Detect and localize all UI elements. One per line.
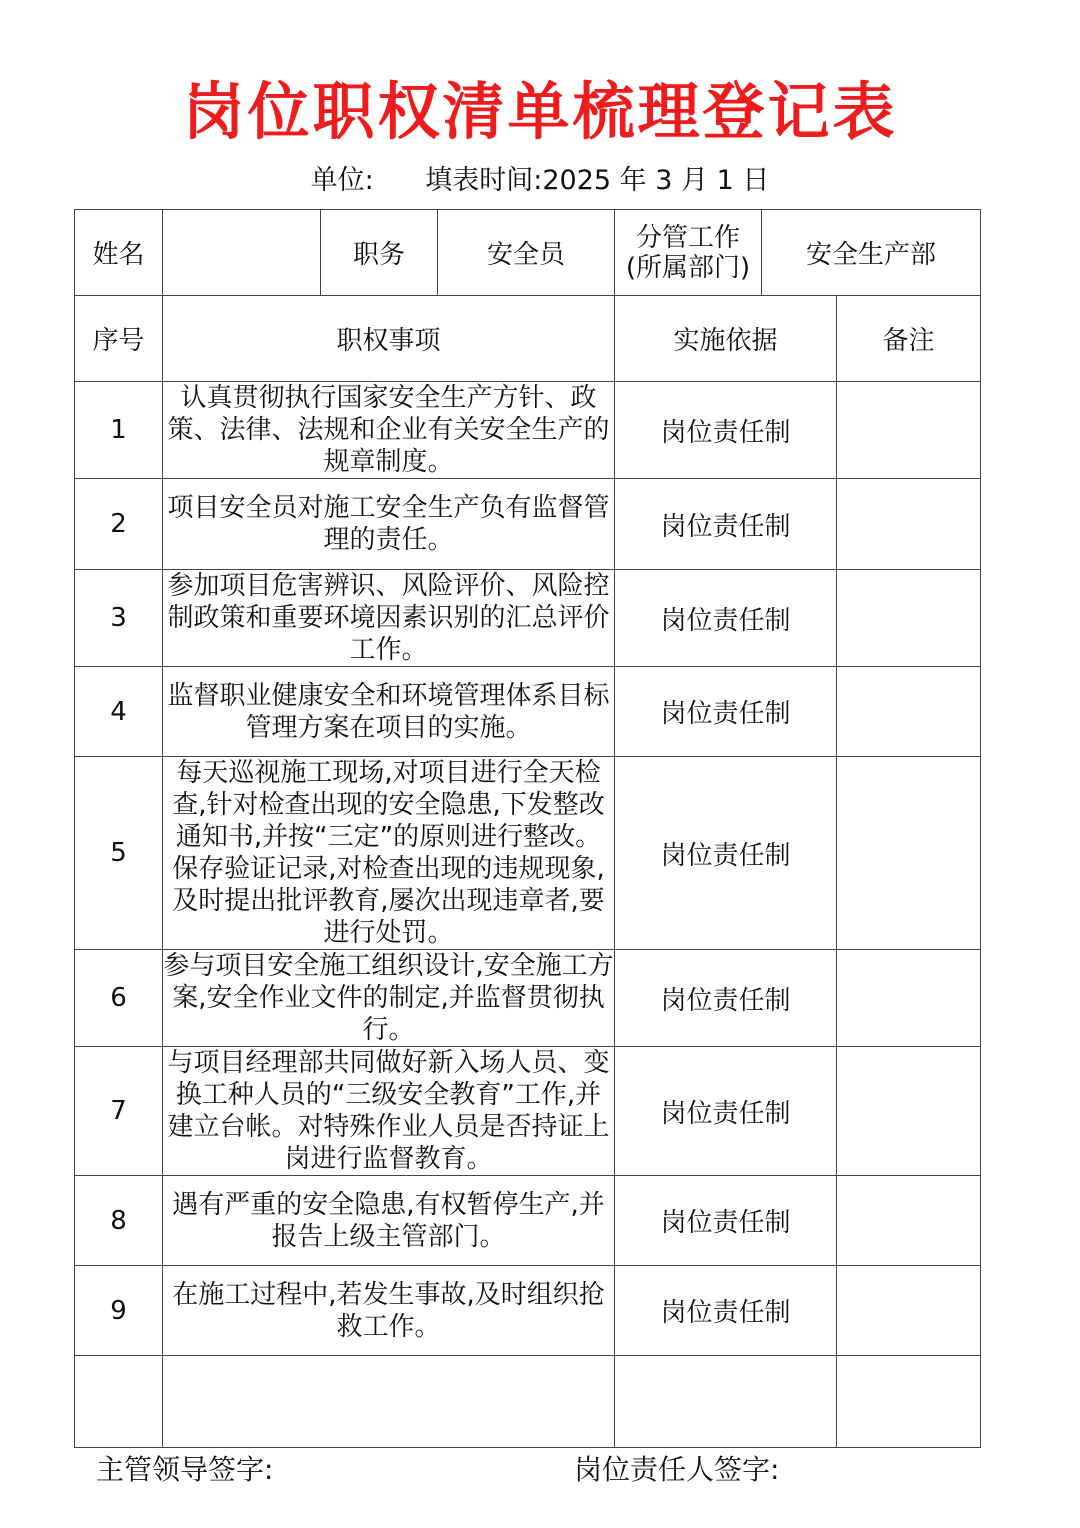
supervisor-signature-label: 主管领导签字: bbox=[96, 1453, 274, 1486]
position-value: 安全员 bbox=[438, 210, 615, 296]
row-basis: 岗位责任制 bbox=[615, 1266, 837, 1356]
col-basis: 实施依据 bbox=[615, 296, 837, 382]
dept-label-line1: 分管工作 bbox=[635, 222, 740, 253]
row-seq: 1 bbox=[75, 382, 163, 479]
table-row-empty bbox=[75, 1356, 981, 1448]
row-basis: 岗位责任制 bbox=[615, 1047, 837, 1176]
row-seq: 5 bbox=[75, 757, 163, 950]
responsible-signature-label: 岗位责任人签字: bbox=[574, 1453, 780, 1486]
registration-table bbox=[74, 209, 981, 1448]
row-item: 参与项目安全施工组织设计,安全施工方案,安全作业文件的制定,并监督贯彻执行。 bbox=[163, 951, 614, 1045]
unit-label: 单位: bbox=[310, 165, 374, 196]
form-title: 岗位职权清单梳理登记表 bbox=[182, 75, 898, 148]
table-row bbox=[75, 950, 981, 1047]
name-label: 姓名 bbox=[75, 210, 163, 296]
row-remark bbox=[837, 950, 981, 1047]
row-seq: 7 bbox=[75, 1047, 163, 1176]
row-basis: 岗位责任制 bbox=[615, 1176, 837, 1266]
row-basis bbox=[615, 1356, 837, 1448]
col-item: 职权事项 bbox=[163, 296, 615, 382]
column-header-row bbox=[75, 296, 981, 382]
table-row bbox=[75, 1047, 981, 1176]
row-seq: 8 bbox=[75, 1176, 163, 1266]
row-remark bbox=[837, 1356, 981, 1448]
row-item: 每天巡视施工现场,对项目进行全天检查,针对检查出现的安全隐患,下发整改通知书,并按“三定”的原则进行整改。保存验证记录,对检查出现的违规现象,及时提出批评教育,屡次出现违章者,要进行处罚。 bbox=[163, 757, 615, 950]
table-row bbox=[75, 757, 981, 950]
table-row bbox=[75, 667, 981, 757]
row-remark bbox=[837, 382, 981, 479]
row-remark bbox=[837, 1176, 981, 1266]
row-seq: 2 bbox=[75, 479, 163, 570]
row-basis: 岗位责任制 bbox=[615, 479, 837, 570]
row-remark bbox=[837, 757, 981, 950]
row-item: 参加项目危害辨识、风险评价、风险控制政策和重要环境因素识别的汇总评价工作。 bbox=[163, 570, 615, 667]
table-row bbox=[75, 479, 981, 570]
dept-label-line2: (所属部门) bbox=[625, 252, 751, 283]
date-label: 填表时间:2025 年 3 月 1 日 bbox=[425, 165, 770, 196]
row-item bbox=[163, 1356, 615, 1448]
table-row bbox=[75, 382, 981, 479]
row-remark bbox=[837, 1266, 981, 1356]
row-basis: 岗位责任制 bbox=[615, 757, 837, 950]
row-item: 监督职业健康安全和环境管理体系目标管理方案在项目的实施。 bbox=[163, 667, 615, 757]
table-row bbox=[75, 570, 981, 667]
row-item: 与项目经理部共同做好新入场人员、变换工种人员的“三级安全教育”工作,并建立台帐。对特殊作业人员是否持证上岗进行监督教育。 bbox=[163, 1047, 615, 1176]
col-seq: 序号 bbox=[75, 296, 163, 382]
row-item: 认真贯彻执行国家安全生产方针、政策、法律、法规和企业有关安全生产的规章制度。 bbox=[163, 382, 615, 479]
table-row bbox=[75, 1176, 981, 1266]
row-seq: 9 bbox=[75, 1266, 163, 1356]
dept-label bbox=[615, 210, 762, 296]
header-line bbox=[0, 158, 1080, 197]
row-seq: 6 bbox=[75, 950, 163, 1047]
table-row bbox=[75, 1266, 981, 1356]
dept-value: 安全生产部 bbox=[762, 210, 981, 296]
row-basis: 岗位责任制 bbox=[615, 570, 837, 667]
row-seq bbox=[75, 1356, 163, 1448]
name-value bbox=[163, 210, 321, 296]
row-remark bbox=[837, 1047, 981, 1176]
row-seq: 3 bbox=[75, 570, 163, 667]
row-remark bbox=[837, 667, 981, 757]
row-remark bbox=[837, 570, 981, 667]
row-remark bbox=[837, 479, 981, 570]
col-remark: 备注 bbox=[837, 296, 981, 382]
position-label: 职务 bbox=[321, 210, 438, 296]
row-item: 项目安全员对施工安全生产负有监督管理的责任。 bbox=[163, 479, 615, 570]
row-basis: 岗位责任制 bbox=[615, 667, 837, 757]
info-row bbox=[75, 210, 981, 296]
row-basis: 岗位责任制 bbox=[615, 382, 837, 479]
row-seq: 4 bbox=[75, 667, 163, 757]
row-item: 遇有严重的安全隐患,有权暂停生产,并报告上级主管部门。 bbox=[163, 1176, 615, 1266]
row-basis: 岗位责任制 bbox=[615, 950, 837, 1047]
row-item: 在施工过程中,若发生事故,及时组织抢救工作。 bbox=[163, 1266, 615, 1356]
